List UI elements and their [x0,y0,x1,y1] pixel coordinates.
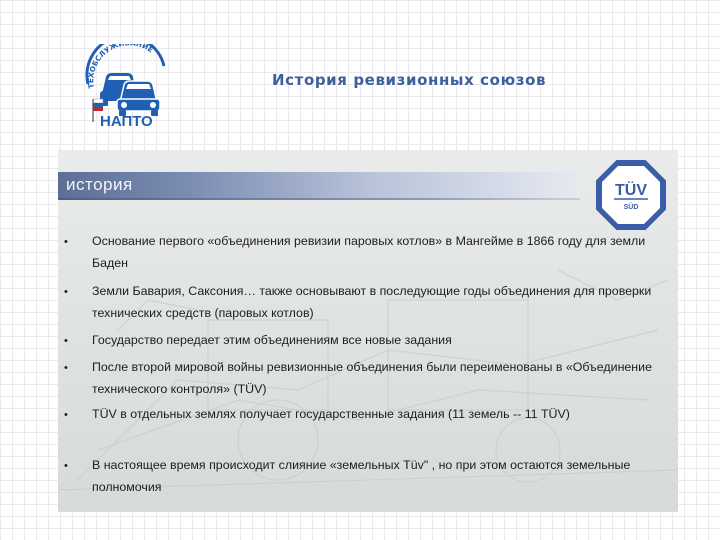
badge-bottom-text: SÜD [623,204,639,211]
page-title: История ревизионных союзов [272,71,547,89]
bullet-dot: • [64,286,68,298]
bullet-dot: • [64,362,68,374]
bullet-text: TÜV в отдельных землях получает государственные задания (11 земель -- 11 TÜV) [92,407,570,421]
bullet-dot: • [64,409,68,421]
logo-graphic [80,44,172,130]
bullet-text: После второй мировой войны ревизионные объединения были переименованы в «Объединение технического контроля» (TÜV) [92,360,652,396]
bullet-text: В настоящее время происходит слияние «земельных Tüv" , но при этом остаются земельные полномочия [92,458,631,494]
car-front-icon [117,81,160,116]
badge-top-text: TÜV [615,182,647,199]
section-header: история [66,175,133,194]
tuv-sud-badge-icon [596,160,666,230]
bullet-text: Государство передает этим объединениям все новые задания [92,333,452,347]
bullet-text: Основание первого «объединения ревизии паровых котлов» в Мангейме в 1866 году для земли Баден [92,234,646,270]
header-underline [58,198,580,200]
napto-logo [80,44,172,130]
logo-arc-text: ТЕХОБСЛУЖ НИЕ [86,44,155,89]
bullet-dot: • [64,236,68,248]
header-band [58,172,578,198]
bullet-text: Земли Бавария, Саксония… также основывают в последующие годы объединения для проверки технических средств (паровых котлов) [92,284,652,320]
bullet-dot: • [64,460,68,472]
scanned-slide [58,150,678,512]
logo-name: НАПТО [100,113,153,130]
bullet-dot: • [64,335,68,347]
